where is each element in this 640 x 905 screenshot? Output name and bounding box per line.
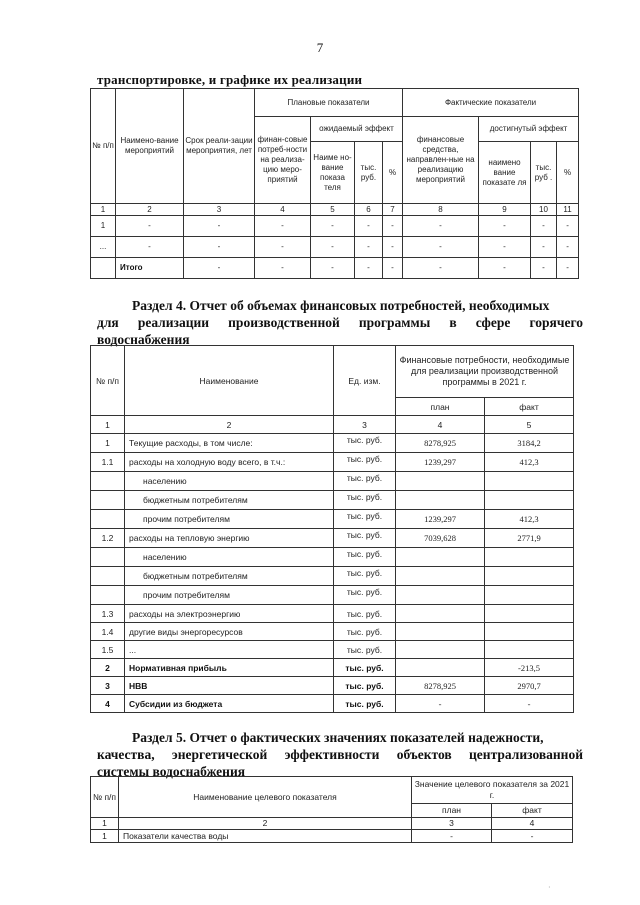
cell: - [557, 216, 579, 237]
header-planned: Плановые показатели [255, 89, 403, 117]
cell-num: 3 [91, 677, 125, 695]
table-row [91, 237, 579, 258]
cell-name: бюджетным потребителям [125, 567, 334, 586]
table-row [91, 491, 574, 510]
cell-name: ... [125, 641, 334, 659]
cell-plan [396, 548, 485, 567]
col-num: 5 [485, 416, 574, 434]
cell-plan [396, 567, 485, 586]
cell-name: расходы на холодную воду всего, в т.ч.: [125, 453, 334, 472]
cell-plan [396, 472, 485, 491]
header-thousand-rub: тыс. руб . [531, 142, 557, 204]
cell: - [255, 237, 311, 258]
cell: - [255, 216, 311, 237]
col-num: 7 [383, 204, 403, 216]
cell-unit: тыс. руб. [334, 491, 396, 510]
cell-unit: тыс. руб. [334, 623, 396, 641]
cell: - [311, 216, 355, 237]
cell: - [557, 237, 579, 258]
header-indicator-name: Наиме но-вание показа теля [311, 142, 355, 204]
cell: - [479, 258, 531, 279]
cell: - [403, 258, 479, 279]
cell-fact [485, 641, 574, 659]
cell-num: 1 [91, 434, 125, 453]
cell-num [91, 548, 125, 567]
table-row [91, 453, 574, 472]
header-actual: Фактические показатели [403, 89, 579, 117]
cell: - [355, 237, 383, 258]
col-num: 3 [184, 204, 255, 216]
cell-fact [485, 623, 574, 641]
header-thousand-rub: тыс. руб. [355, 142, 383, 204]
col-num: 2 [119, 818, 412, 830]
header-term: Срок реали-зации мероприятия, лет [184, 89, 255, 204]
cell-name: Нормативная прибыль [125, 659, 334, 677]
header-unit: Ед. изм. [334, 346, 396, 416]
heading-line: качества, энергетической эффективности объектов централизованной [97, 747, 583, 762]
cell-num: 1.4 [91, 623, 125, 641]
cell-name: Текущие расходы, в том числе: [125, 434, 334, 453]
cell-unit: тыс. руб. [334, 586, 396, 605]
cell-name: расходы на тепловую энергию [125, 529, 334, 548]
cell-unit: тыс. руб. [334, 695, 396, 713]
col-num: 10 [531, 204, 557, 216]
cell-plan: 1239,297 [396, 453, 485, 472]
cell-plan: 1239,297 [396, 510, 485, 529]
table-row [91, 216, 579, 237]
cell: - [479, 237, 531, 258]
table-row [91, 567, 574, 586]
cell-plan: - [396, 695, 485, 713]
cell [91, 258, 116, 279]
cell-unit: тыс. руб. [334, 453, 396, 472]
cell-name: другие виды энергоресурсов [125, 623, 334, 641]
cell-plan: 8278,925 [396, 677, 485, 695]
cell-fact: -213,5 [485, 659, 574, 677]
cell-name: прочим потребителям [125, 510, 334, 529]
cell: - [255, 258, 311, 279]
header-num: № п/п [91, 346, 125, 416]
cell-num: 1 [91, 830, 119, 843]
cell: - [311, 258, 355, 279]
col-num: 1 [91, 818, 119, 830]
total-row [91, 258, 579, 279]
cell: - [184, 258, 255, 279]
cell-plan [396, 659, 485, 677]
section5-heading [97, 729, 583, 780]
cell-plan [396, 586, 485, 605]
header-fact: факт [492, 804, 573, 818]
header-fin-spent: финансовые средства, направлен-ные на реализацию мероприятий [403, 117, 479, 204]
col-num: 2 [125, 416, 334, 434]
continued-title: транспортировке, и графике их реализации [97, 72, 363, 87]
col-num: 8 [403, 204, 479, 216]
cell-unit: тыс. руб. [334, 472, 396, 491]
cell: - [355, 216, 383, 237]
cell-num: 2 [91, 659, 125, 677]
col-num: 5 [311, 204, 355, 216]
cell: - [531, 258, 557, 279]
cell-fact: - [492, 830, 573, 843]
table-row [91, 472, 574, 491]
table-row [91, 659, 574, 677]
table-row [91, 434, 574, 453]
header-name: Наимено-вание мероприятий [116, 89, 184, 204]
col-num: 3 [334, 416, 396, 434]
column-numbers-row [91, 204, 579, 216]
header-plan: план [412, 804, 492, 818]
col-num: 4 [396, 416, 485, 434]
cell-fact: 2771,9 [485, 529, 574, 548]
cell-num [91, 586, 125, 605]
total-label: Итого [116, 258, 184, 279]
table-row [91, 510, 574, 529]
cell-num [91, 510, 125, 529]
cell: - [531, 237, 557, 258]
cell-plan: 8278,925 [396, 434, 485, 453]
column-numbers-row [91, 818, 573, 830]
cell-unit: тыс. руб. [334, 567, 396, 586]
col-num: 1 [91, 204, 116, 216]
col-num: 6 [355, 204, 383, 216]
cell-num: 1.2 [91, 529, 125, 548]
table-activities [90, 88, 579, 279]
cell: - [383, 258, 403, 279]
column-numbers-row [91, 416, 574, 434]
col-num: 1 [91, 416, 125, 434]
header-value: Значение целевого показателя за 2021 г. [412, 777, 573, 804]
cell-unit: тыс. руб. [334, 510, 396, 529]
heading-line: Раздел 5. Отчет о фактических значениях показателей надежности, [132, 730, 544, 745]
header-fin-need: финан-совые потреб-ности на реализа-цию меро-приятий [255, 117, 311, 204]
header-fact: факт [485, 398, 574, 416]
heading-line: для реализации производственной программы в сфере горячего [97, 315, 583, 330]
header-plan: план [396, 398, 485, 416]
cell-num [91, 491, 125, 510]
cell-fact: 2970,7 [485, 677, 574, 695]
cell-unit: тыс. руб. [334, 605, 396, 623]
cell-fact [485, 491, 574, 510]
cell: - [531, 216, 557, 237]
cell-name: бюджетным потребителям [125, 491, 334, 510]
table-financial-needs [90, 345, 574, 713]
section4-heading [97, 297, 583, 348]
table-row [91, 529, 574, 548]
cell-fact: - [485, 695, 574, 713]
header-indicator-name: наимено вание показате ля [479, 142, 531, 204]
heading-line: водоснабжения [97, 332, 190, 347]
header-percent: % [557, 142, 579, 204]
cell-num: 4 [91, 695, 125, 713]
table-row [91, 623, 574, 641]
cell-num: 1.3 [91, 605, 125, 623]
cell-plan [396, 605, 485, 623]
cell-num [91, 472, 125, 491]
cell: - [311, 237, 355, 258]
heading-line: Раздел 4. Отчет об объемах финансовых потребностей, необходимых [132, 298, 550, 313]
cell-fact [485, 548, 574, 567]
header-name: Наименование целевого показателя [119, 777, 412, 818]
cell: - [116, 216, 184, 237]
col-num: 2 [116, 204, 184, 216]
cell-fact [485, 472, 574, 491]
table-row [91, 605, 574, 623]
col-num: 4 [255, 204, 311, 216]
cell-name: населению [125, 472, 334, 491]
header-name: Наименование [125, 346, 334, 416]
table-row [91, 548, 574, 567]
cell-fact: 3184,2 [485, 434, 574, 453]
cell-name: НВВ [125, 677, 334, 695]
cell-unit: тыс. руб. [334, 548, 396, 567]
cell-num: 1.5 [91, 641, 125, 659]
cell-name: Показатели качества воды [119, 830, 412, 843]
table-row [91, 695, 574, 713]
header-expected: ожидаемый эффект [311, 117, 403, 142]
cell: - [479, 216, 531, 237]
cell: - [184, 216, 255, 237]
cell-fact [485, 586, 574, 605]
header-percent: % [383, 142, 403, 204]
cell-plan: - [412, 830, 492, 843]
col-num: 3 [412, 818, 492, 830]
header-num: № п/п [91, 89, 116, 204]
cell-name: Субсидии из бюджета [125, 695, 334, 713]
cell-unit: тыс. руб. [334, 659, 396, 677]
cell: - [184, 237, 255, 258]
header-num: № п/п [91, 777, 119, 818]
cell-unit: тыс. руб. [334, 677, 396, 695]
cell-num: 1.1 [91, 453, 125, 472]
cell-fact: 412,3 [485, 453, 574, 472]
cell-plan [396, 491, 485, 510]
cell-plan [396, 623, 485, 641]
cell: - [403, 216, 479, 237]
col-num: 4 [492, 818, 573, 830]
table-target-indicators [90, 776, 573, 843]
cell-fact [485, 567, 574, 586]
cell-unit: тыс. руб. [334, 529, 396, 548]
cell-name: прочим потребителям [125, 586, 334, 605]
cell: - [116, 237, 184, 258]
cell: - [403, 237, 479, 258]
table-row [91, 641, 574, 659]
cell-fact: 412,3 [485, 510, 574, 529]
cell-plan [396, 641, 485, 659]
cell: - [355, 258, 383, 279]
header-fin-needs: Финансовые потребности, необходимые для реализации производственной программы в 2021 г. [396, 346, 574, 398]
heading-line: системы водоснабжения [97, 764, 246, 779]
cell-plan: 7039,628 [396, 529, 485, 548]
cell: 1 [91, 216, 116, 237]
cell-fact [485, 605, 574, 623]
header-achieved: достигнутый эффект [479, 117, 579, 142]
table-row [91, 830, 573, 843]
cell: - [557, 258, 579, 279]
col-num: 11 [557, 204, 579, 216]
col-num: 9 [479, 204, 531, 216]
cell-name: населению [125, 548, 334, 567]
cell-unit: тыс. руб. [334, 641, 396, 659]
cell: - [383, 216, 403, 237]
cell-num [91, 567, 125, 586]
cell: - [383, 237, 403, 258]
cell-unit: тыс. руб. [334, 434, 396, 453]
page-number: 7 [316, 40, 324, 55]
cell-name: расходы на электроэнергию [125, 605, 334, 623]
table-row [91, 586, 574, 605]
scan-mark: · [548, 883, 551, 892]
table-row [91, 677, 574, 695]
cell: ... [91, 237, 116, 258]
